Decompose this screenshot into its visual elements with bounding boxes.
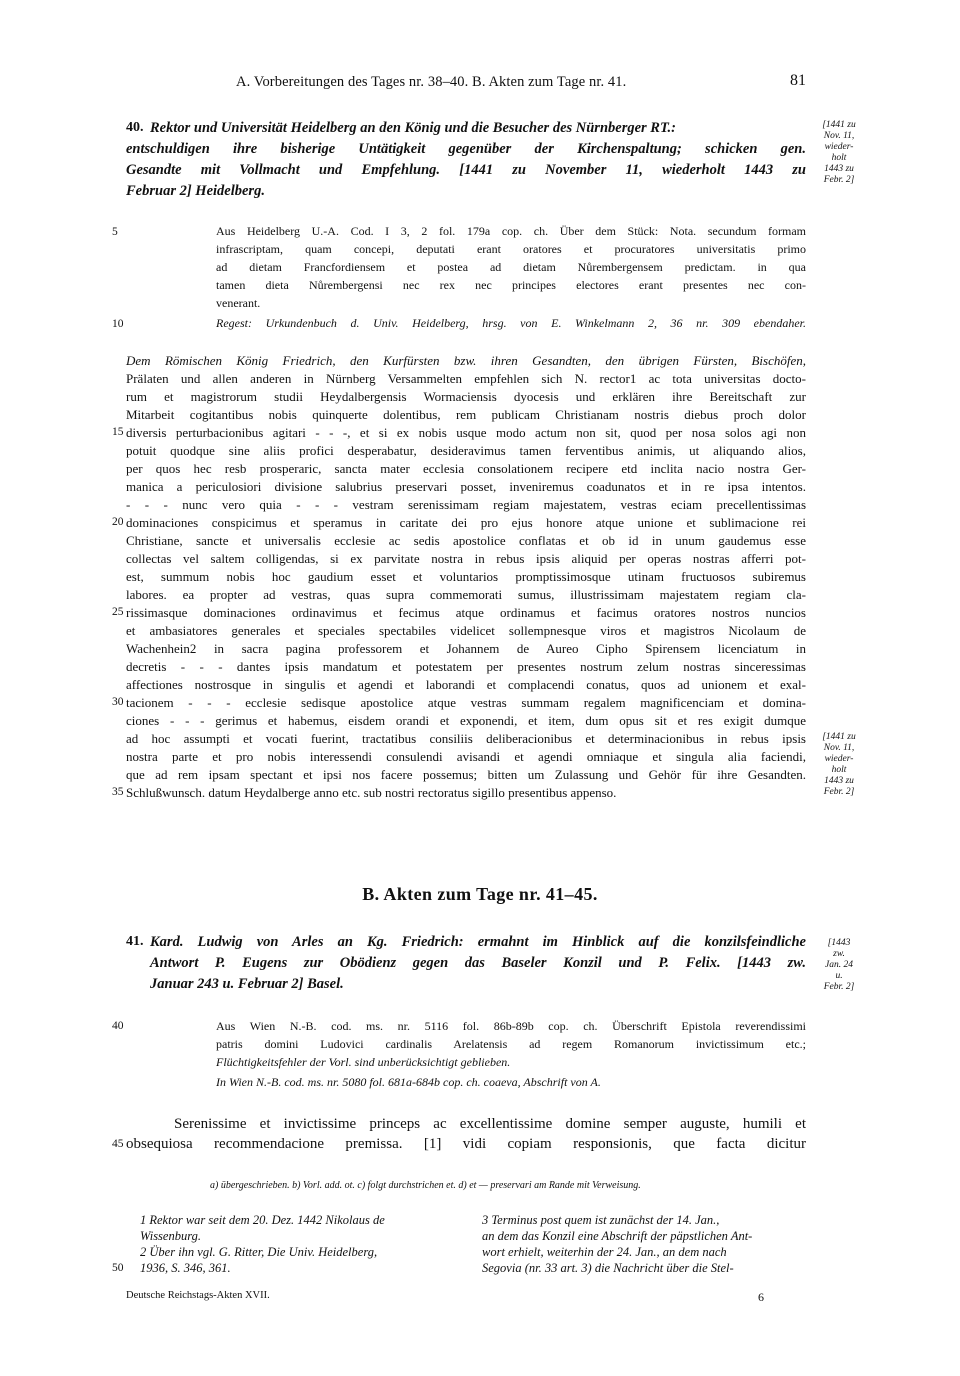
line-number: 40 <box>112 1020 124 1032</box>
body-line: Christiane, sancte et universalis ecclesie ac sedis apostolice conflatas et ob id in unum gaudemus esse <box>126 533 806 548</box>
body-line: Wachenhein2 in sacra pagina professorem et Johannem de Aureo Cipho Spirensem licenciatum in <box>126 641 806 656</box>
doc40-margin-date: [1441 zu Nov. 11, wieder- holt 1443 zu Febr. 2] <box>822 120 856 185</box>
body-line: affectiones nostrosque in singulis et agendi et laborandi et complacendi conatus, quos ad unionem et exal- <box>126 677 806 692</box>
doc41-source-line-2: patris domini Ludovici cardinalis Arelatensis ad regem Romanorum invictissimum etc.; <box>216 1037 806 1051</box>
line-number: 25 <box>112 606 124 618</box>
body-line: ciones - - - gerimus et habemus, eisdem orandi et exponendi, et item, dum opus sit et res exigit dumque <box>126 713 806 728</box>
line-number: 10 <box>112 318 124 330</box>
body-line: Schlußwunsch. datum Heydalberge anno etc. sub nostri rectoratus sigillo presentibus appenso. <box>126 785 617 800</box>
body-line: collectas vel saltem colligendas, si ex parvitate nostra in rebus ipsis aliquid per operas nostras afferri pot- <box>126 551 806 566</box>
body-line: Mitarbeit cogitantibus nobis quinquerte dolentibus, rem publicam Christianam nostris diebus proch dolor <box>126 407 806 422</box>
doc41-source-line-3: Flüchtigkeitsfehler der Vorl. sind unberücksichtigt geblieben. <box>216 1055 511 1069</box>
body-line: decretis - - - dantes ipsis mandatum et potestatem per presentes nostrum zelum nostras sinceressimas <box>126 659 806 674</box>
body-line: tacionem - - - ecclesie sedisque apostolice atque vestras summam regalem magnificenciam et domina- <box>126 695 806 710</box>
doc41-source-line-1: Aus Wien N.-B. cod. ms. nr. 5116 fol. 86b-89b cop. ch. Überschrift Epistola reverendissimi <box>216 1019 806 1033</box>
critical-apparatus: a) übergeschrieben. b) Vorl. add. ot. c) folgt durchstrichen et. d) et — preservari am Rande mit Verweisung. <box>210 1180 641 1191</box>
body-line: rum et magistrorum studii Heydalbergensis Wormaciensis dyocesis und erklären ihre Bereitschaft zur <box>126 389 806 404</box>
body-line: dominaciones conspicimus et speramus in caritate dei pro ejus honore atque unione et sublimacione rei <box>126 515 806 530</box>
body-line: labores. ea propter ad vestras, quas supra commemorati sumus, illustrissimam majestatem regiam cla- <box>126 587 806 602</box>
doc40-source-line-2: infrascriptam, quam concepi, deputati erant oratores et procuratores universitatis primo <box>216 242 806 256</box>
body-line: nostra parte et pro nobis interessendi consulendi avisandi et agendi omniaque et singula alia faciendi, <box>126 749 806 764</box>
page-number: 81 <box>790 72 806 89</box>
line-number: 30 <box>112 696 124 708</box>
doc41-title-line-2: Antwort P. Eugens zur Obödienz gegen das Baseler Konzil und P. Felix. [1443 zw. <box>150 955 806 971</box>
body-line: rissimasque dominaciones ordinavimus et fecimus atque ordinamus et facimus oratores nostros nuncios <box>126 605 806 620</box>
doc40-title-line-2: entschuldigen ihre bisherige Untätigkeit gegenüber der Kirchenspaltung; schicken gen. <box>126 141 806 157</box>
series-footer: Deutsche Reichstags-Akten XVII. <box>126 1290 270 1301</box>
footnotes-left: 1 Rektor war seit dem 20. Dez. 1442 Nikolaus de Wissenburg. 2 Über ihn vgl. G. Ritter, Die Univ. Heidelberg, 1936, S. 346, 361. <box>140 1213 385 1275</box>
doc40-source-line-4: tamen dieta Nůrembergensi nec rex nec principes electores erant presentes nec con- <box>216 278 806 292</box>
line-number: 5 <box>112 226 118 238</box>
doc40-source-line-5: venerant. <box>216 296 261 310</box>
section-heading: B. Akten zum Tage nr. 41–45. <box>362 884 598 904</box>
doc40-title-line-3: Gesandte mit Vollmacht und Empfehlung. [1441 zu November 11, wiederholt 1443 zu <box>126 162 806 178</box>
body-line: per quos hec resb prosperaric, sancta mater ecclesia consolationem recipere etd inclita nacio nostra Ger- <box>126 461 806 476</box>
footnotes-right: 3 Terminus post quem ist zunächst der 14. Jan., an dem das Konzil eine Abschrift der päpstlichen Ant- wort erhielt, weiterhin der 24. Jan., an dem nach Segovia (nr. 33 art. 3) die Nachricht über die Stel- <box>482 1213 753 1275</box>
body-line: Prälaten und allen anderen in Nürnberg Versammelten empfehlen sich N. rector1 ac tota universitas docto- <box>126 371 806 386</box>
line-number: 45 <box>112 1138 124 1150</box>
doc40-margin-date-bottom: [1441 zu Nov. 11, wieder- holt 1443 zu Febr. 2] <box>822 732 856 797</box>
body-line: - - - nunc vero quia - - - vestram serenissimam regiam majestatem, vestras eciam precellentissimas <box>126 497 806 512</box>
line-number: 35 <box>112 786 124 798</box>
doc41-title-line-3: Januar 243 u. Februar 2] Basel. <box>150 976 344 992</box>
doc40-source-line-3: ad dietam Francfordiensem et postea ad dietam Nůrembergensem predictam. in qua <box>216 260 806 274</box>
doc41-body-line-1: Serenissime et invictissime princeps ac excellentissime domine semper auguste, humili et <box>174 1116 806 1132</box>
sheet-signature: 6 <box>758 1290 764 1304</box>
body-line: ad hoc assumpti et vocati fuerint, tractatibus consiliis deliberacionibus et determinacionibus in rebus ipsis <box>126 731 806 746</box>
line-number: 15 <box>112 426 124 438</box>
doc41-source-line-4: In Wien N.-B. cod. ms. nr. 5080 fol. 681a-684b cop. ch. coaeva, Abschrift von A. <box>216 1075 601 1089</box>
line-number: 50 <box>112 1262 124 1274</box>
body-line: et ambasiatores generales et speciales spectabiles videlicet sollempnesque viros et magistros Nicolaum de <box>126 623 806 638</box>
body-line: diversis perturbacionibus agitari - - -, et si ex nobis usque modo actum non sit, quod per nosa solos agi non <box>126 425 806 440</box>
doc41-number: 41. <box>126 934 144 949</box>
doc41-body-line-2: obsequiosa recommendacione premissa. [1] vidi copiam responsionis, que facta dicitur <box>126 1136 806 1152</box>
doc40-title-line-4: Februar 2] Heidelberg. <box>126 183 265 199</box>
doc40-regest: Regest: Urkundenbuch d. Univ. Heidelberg, hrsg. von E. Winkelmann 2, 36 nr. 309 ebendaher. <box>216 316 806 330</box>
doc40-number: 40. <box>126 120 144 135</box>
body-line: Dem Römischen König Friedrich, den Kurfürsten bzw. ihren Gesandten, den übrigen Fürsten, Bischöfen, <box>126 353 806 368</box>
body-line: potuit quodque sine aliis profici desperabatur, desideravimus tamen ferventibus animis, ut aliquando alios, <box>126 443 806 458</box>
running-title: A. Vorbereitungen des Tages nr. 38–40. B. Akten zum Tage nr. 41. <box>236 74 627 90</box>
doc40-title-line-1: Rektor und Universität Heidelberg an den König und die Besucher des Nürnberger RT.: <box>150 120 676 136</box>
body-line: est, summum nobis hoc gaudium esset et voluntarios promptissimosque utinam fructuosos subiremus <box>126 569 806 584</box>
doc40-source-line-1: Aus Heidelberg U.-A. Cod. I 3, 2 fol. 179a cop. ch. Über dem Stück: Nota. secundum formam <box>216 224 806 238</box>
doc41-margin-date: [1443 zw. Jan. 24 u. Febr. 2] <box>823 938 855 992</box>
doc41-title-line-1: Kard. Ludwig von Arles an Kg. Friedrich: ermahnt im Hinblick auf die konzilsfeindliche <box>150 934 806 950</box>
line-number: 20 <box>112 516 124 528</box>
body-line: que ad rem ipsam spectant et ipsi nos facere possemus; bitten um Zulassung und Gehör für ihre Gesandten. <box>126 767 806 782</box>
body-line: manica a periculosiori divisione salubrius preservari posset, inveniremus coadunatos et in re ipsa intentos. <box>126 479 806 494</box>
